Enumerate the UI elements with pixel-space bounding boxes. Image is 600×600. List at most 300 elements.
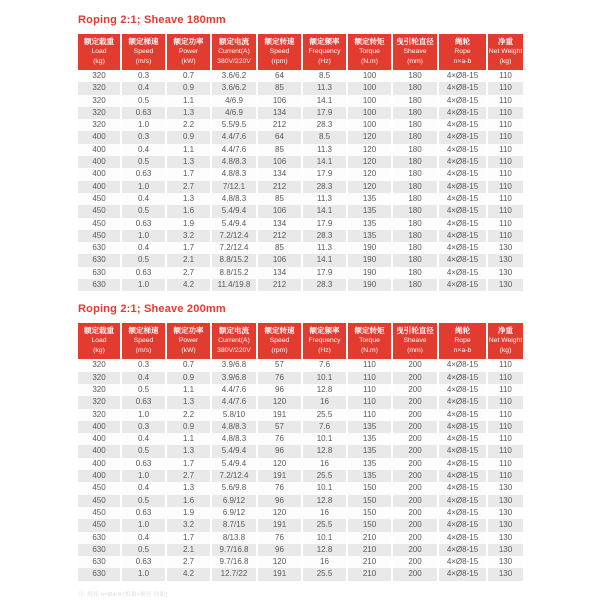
column-header-unit: 380V/220V: [217, 57, 251, 65]
table-cell: 3.6/6.2: [211, 82, 257, 94]
table-cell: 180: [392, 181, 438, 193]
table-cell: 200: [392, 433, 438, 445]
table-cell: 16: [302, 507, 347, 519]
column-header: [257, 34, 302, 70]
table-cell: 4×Ø8-15: [438, 168, 487, 180]
column-header: [166, 323, 211, 359]
table-row: [78, 205, 523, 217]
table-cell: 130: [498, 569, 513, 579]
table-row: [78, 433, 523, 445]
column-header-zh: 曳引轮直径: [396, 326, 434, 336]
table-cell: 110: [499, 230, 512, 240]
table-row: [78, 568, 523, 580]
column-header: [487, 323, 523, 359]
table-cell: 5.4/9.4: [211, 218, 257, 230]
table-cell: 110: [499, 95, 512, 105]
table-cell: 12.8: [302, 445, 347, 457]
table-cell: 8.5: [302, 70, 347, 82]
table-cell: 630: [78, 242, 121, 254]
table-cell: 630: [78, 267, 121, 279]
table-cell: 120: [347, 131, 392, 143]
table-cell: 10.1: [302, 482, 347, 494]
table-cell: 130: [498, 520, 513, 530]
table-cell: 120: [347, 181, 392, 193]
table-cell: 28.3: [302, 230, 347, 242]
table-row: [78, 495, 523, 507]
table-cell: 200: [392, 470, 438, 482]
table-cell: 0.9: [166, 82, 211, 94]
spec-table-header: [78, 34, 523, 70]
table-cell: 110: [499, 218, 512, 228]
table-cell: 0.4: [121, 482, 166, 494]
table-row: [78, 70, 523, 82]
table-cell: 85: [257, 242, 302, 254]
table-cell: 134: [257, 168, 302, 180]
table-cell: 6.9/12: [211, 507, 257, 519]
table-cell: 4×Ø8-15: [438, 156, 487, 168]
table-cell: 4×Ø8-15: [438, 279, 487, 291]
table-row: [78, 230, 523, 242]
table-cell: 212: [257, 279, 302, 291]
table-cell: 2.7: [166, 470, 211, 482]
table-cell: 106: [257, 156, 302, 168]
table-cell: 1.7: [166, 242, 211, 254]
table-cell: 17.9: [302, 267, 347, 279]
column-header-zh: 额定转速: [264, 37, 295, 46]
table-cell: 4×Ø8-15: [438, 242, 487, 254]
table-cell: 630: [78, 544, 121, 556]
table-cell: 2.2: [166, 119, 211, 131]
column-header-zh: 曳引轮直径: [396, 37, 434, 46]
table-cell: 1.9: [166, 507, 211, 519]
table-cell: 320: [78, 82, 121, 94]
table-cell: 1.7: [166, 168, 211, 180]
spec-table-sheave-180: [78, 34, 523, 291]
table-cell: 76: [257, 482, 302, 494]
table-cell: 400: [78, 433, 121, 445]
column-header: [302, 323, 347, 359]
table-cell: 212: [257, 119, 302, 131]
table-cell: 17.9: [302, 168, 347, 180]
table-cell: 200: [392, 519, 438, 531]
column-header: [347, 34, 392, 70]
table-cell: 110: [499, 132, 512, 142]
column-header-zh: 净重: [498, 326, 513, 336]
table-cell: 16: [302, 458, 347, 470]
table-row: [78, 556, 523, 568]
table-cell: 130: [498, 243, 513, 253]
column-header-en: Speed: [269, 48, 290, 55]
table-cell: 1.6: [166, 495, 211, 507]
table-cell: 130: [498, 557, 513, 567]
table-cell: 0.5: [121, 495, 166, 507]
table-row: [78, 254, 523, 266]
column-header: [78, 34, 121, 70]
spec-table-header: [78, 323, 523, 359]
table-cell: 180: [392, 230, 438, 242]
table-cell: 190: [347, 279, 392, 291]
table-cell: 210: [347, 532, 392, 544]
table-cell: 134: [257, 267, 302, 279]
table-title-sheave-200: Roping 2:1; Sheave 200mm: [78, 303, 226, 316]
table-cell: 11.4/19.8: [211, 279, 257, 291]
table-cell: 11.3: [302, 144, 347, 156]
table-cell: 6.9/12: [211, 495, 257, 507]
table-cell: 135: [347, 445, 392, 457]
table-cell: 400: [78, 421, 121, 433]
table-cell: 0.4: [121, 193, 166, 205]
table-cell: 110: [499, 157, 512, 167]
table-cell: 400: [78, 144, 121, 156]
table-cell: 450: [78, 193, 121, 205]
column-header-en: Frequency: [308, 48, 341, 55]
table-cell: 1.7: [166, 532, 211, 544]
column-header-unit: 380V/220V: [217, 346, 251, 354]
table-cell: 4.8/8.3: [211, 168, 257, 180]
table-cell: 135: [347, 205, 392, 217]
column-header-en: Load: [91, 337, 107, 345]
table-row: [78, 181, 523, 193]
table-cell: 4×Ø8-15: [438, 267, 487, 279]
table-cell: 190: [347, 267, 392, 279]
column-header-en: Speed: [133, 337, 154, 345]
table-cell: 120: [347, 156, 392, 168]
column-header-unit: (m/s): [135, 346, 152, 354]
table-cell: 0.4: [121, 532, 166, 544]
table-cell: 320: [78, 119, 121, 131]
table-cell: 212: [257, 230, 302, 242]
table-title-sheave-180: Roping 2:1; Sheave 180mm: [78, 14, 226, 26]
table-cell: 200: [392, 384, 438, 396]
table-cell: 5.5/9.5: [211, 119, 257, 131]
table-cell: 180: [392, 193, 438, 205]
column-header-en: Net Weight: [488, 337, 523, 345]
table-cell: 191: [257, 568, 302, 580]
table-cell: 400: [78, 156, 121, 168]
table-cell: 96: [257, 445, 302, 457]
table-cell: 130: [498, 280, 513, 290]
table-cell: 1.1: [166, 384, 211, 396]
column-header: [211, 34, 257, 70]
table-cell: 110: [499, 471, 512, 481]
table-cell: 110: [499, 397, 512, 407]
table-cell: 1.0: [121, 181, 166, 193]
table-cell: 110: [499, 360, 512, 370]
table-cell: 180: [392, 242, 438, 254]
table-cell: 28.3: [302, 181, 347, 193]
column-header-unit: (kg): [499, 57, 512, 65]
column-header-zh: 额定梯速: [128, 37, 159, 46]
table-cell: 180: [392, 218, 438, 230]
table-cell: 8.8/15.2: [211, 267, 257, 279]
table-cell: 180: [392, 279, 438, 291]
table-row: [78, 279, 523, 291]
table-cell: 200: [392, 372, 438, 384]
table-cell: 400: [78, 470, 121, 482]
table-cell: 12.8: [302, 544, 347, 556]
column-header-en: Sheave: [403, 337, 427, 345]
table-cell: 1.3: [166, 156, 211, 168]
table-cell: 200: [392, 568, 438, 580]
table-cell: 200: [392, 495, 438, 507]
table-row: [78, 218, 523, 230]
table-cell: 64: [257, 131, 302, 143]
table-cell: 110: [499, 434, 512, 444]
table-cell: 180: [392, 107, 438, 119]
table-cell: 110: [499, 120, 512, 130]
table-cell: 450: [78, 218, 121, 230]
column-header-zh: 额定功率: [173, 37, 204, 46]
table-cell: 5.6/9.8: [211, 482, 257, 494]
table-cell: 320: [78, 70, 121, 82]
table-cell: 120: [257, 396, 302, 408]
column-header-unit: (rpm): [271, 346, 288, 354]
table-cell: 0.7: [166, 70, 211, 82]
table-cell: 4×Ø8-15: [438, 532, 487, 544]
table-cell: 3.2: [166, 519, 211, 531]
column-header-en: Rope: [454, 337, 471, 345]
table-cell: 4×Ø8-15: [438, 482, 487, 494]
table-cell: 4×Ø8-15: [438, 433, 487, 445]
table-cell: 4×Ø8-15: [438, 230, 487, 242]
table-cell: 14.1: [302, 205, 347, 217]
table-cell: 106: [257, 205, 302, 217]
table-cell: 4×Ø8-15: [438, 359, 487, 371]
column-header: [347, 323, 392, 359]
table-cell: 135: [347, 433, 392, 445]
column-header-zh: 净重: [498, 37, 513, 46]
column-header-unit: (m/s): [135, 57, 152, 65]
column-header: [121, 34, 166, 70]
table-cell: 0.63: [121, 267, 166, 279]
table-cell: 110: [499, 144, 512, 154]
table-cell: 3.9/6.8: [211, 359, 257, 371]
table-cell: 400: [78, 458, 121, 470]
table-cell: 0.4: [121, 82, 166, 94]
column-header-en: Net Weight: [488, 48, 523, 55]
table-cell: 110: [499, 71, 512, 80]
table-cell: 190: [347, 242, 392, 254]
column-header-zh: 额定转矩: [354, 326, 385, 336]
table-cell: 11.3: [302, 82, 347, 94]
table-cell: 400: [78, 181, 121, 193]
table-cell: 4×Ø8-15: [438, 495, 487, 507]
table-cell: 135: [347, 470, 392, 482]
table-cell: 200: [392, 445, 438, 457]
table-cell: 130: [498, 255, 513, 265]
table-cell: 11.3: [302, 193, 347, 205]
table-cell: 0.9: [166, 372, 211, 384]
table-cell: 180: [392, 70, 438, 82]
column-header-en: Rope: [454, 48, 471, 55]
table-cell: 10.1: [302, 532, 347, 544]
table-cell: 630: [78, 254, 121, 266]
table-cell: 450: [78, 482, 121, 494]
table-cell: 630: [78, 568, 121, 580]
column-header-zh: 额定频率: [309, 326, 340, 336]
table-cell: 320: [78, 384, 121, 396]
table-cell: 200: [392, 556, 438, 568]
table-row: [78, 267, 523, 279]
table-cell: 4.4/7.6: [211, 131, 257, 143]
table-cell: 4×Ø8-15: [438, 568, 487, 580]
table-cell: 110: [499, 169, 512, 179]
column-header-en: Frequency: [308, 337, 341, 345]
table-cell: 4.2: [166, 568, 211, 580]
table-cell: 8.5: [302, 131, 347, 143]
table-cell: 120: [347, 144, 392, 156]
table-cell: 130: [498, 495, 513, 505]
table-cell: 2.7: [166, 181, 211, 193]
table-cell: 110: [499, 193, 512, 203]
table-cell: 25.5: [302, 519, 347, 531]
table-cell: 120: [347, 168, 392, 180]
table-cell: 1.9: [166, 218, 211, 230]
column-header: [392, 34, 438, 70]
table-row: [78, 107, 523, 119]
column-header-unit: (N.m): [361, 346, 378, 354]
table-cell: 0.5: [121, 156, 166, 168]
table-cell: 4×Ø8-15: [438, 205, 487, 217]
table-row: [78, 119, 523, 131]
table-cell: 3.9/6.8: [211, 372, 257, 384]
table-cell: 11.3: [302, 242, 347, 254]
column-header-unit: (kg): [93, 57, 105, 65]
column-header-unit: (mm): [407, 57, 423, 65]
table-cell: 1.1: [166, 433, 211, 445]
column-header: [302, 34, 347, 70]
table-row: [78, 396, 523, 408]
table-cell: 110: [499, 446, 512, 456]
column-header-unit: (N.m): [361, 57, 378, 65]
table-cell: 110: [499, 107, 512, 117]
table-cell: 110: [499, 384, 512, 394]
table-cell: 180: [392, 119, 438, 131]
table-cell: 5.4/9.4: [211, 205, 257, 217]
table-cell: 200: [392, 396, 438, 408]
spec-table-body: [78, 70, 523, 291]
table-cell: 4×Ø8-15: [438, 95, 487, 107]
column-header-zh: 额定电流: [219, 326, 249, 336]
column-header-en: Current(A): [218, 337, 250, 345]
table-cell: 150: [347, 519, 392, 531]
table-row: [78, 544, 523, 556]
table-cell: 4×Ø8-15: [438, 458, 487, 470]
table-cell: 130: [498, 532, 513, 542]
column-header-en: Torque: [359, 337, 380, 345]
table-cell: 110: [347, 409, 392, 421]
table-cell: 17.9: [302, 107, 347, 119]
table-cell: 17.9: [302, 218, 347, 230]
table-row: [78, 409, 523, 421]
table-cell: 1.0: [121, 279, 166, 291]
table-cell: 134: [257, 107, 302, 119]
table-cell: 110: [347, 372, 392, 384]
table-cell: 120: [257, 556, 302, 568]
table-cell: 0.63: [121, 396, 166, 408]
table-cell: 4×Ø8-15: [438, 181, 487, 193]
table-cell: 110: [499, 181, 512, 191]
table-cell: 3.6/6.2: [211, 70, 257, 82]
column-header-en: Speed: [133, 48, 154, 55]
table-cell: 450: [78, 507, 121, 519]
table-cell: 14.1: [302, 95, 347, 107]
table-cell: 200: [392, 359, 438, 371]
table-row: [78, 131, 523, 143]
spec-table-body: [78, 359, 523, 580]
table-row: [78, 372, 523, 384]
table-cell: 100: [347, 119, 392, 131]
table-cell: 7.6: [302, 359, 347, 371]
table-cell: 450: [78, 230, 121, 242]
table-cell: 4×Ø8-15: [438, 470, 487, 482]
table-cell: 1.0: [121, 568, 166, 580]
table-cell: 130: [498, 544, 513, 554]
table-cell: 1.3: [166, 193, 211, 205]
column-header-unit: (kW): [181, 346, 196, 354]
column-header-en: Torque: [359, 48, 380, 55]
table-cell: 4.8/8.3: [211, 156, 257, 168]
table-cell: 3.2: [166, 230, 211, 242]
table-cell: 110: [499, 421, 512, 431]
table-cell: 0.3: [121, 421, 166, 433]
column-header-unit: (kW): [181, 57, 196, 65]
table-cell: 1.1: [166, 95, 211, 107]
table-cell: 210: [347, 556, 392, 568]
table-cell: 135: [347, 421, 392, 433]
table-row: [78, 482, 523, 494]
table-row: [78, 445, 523, 457]
table-cell: 5.4/9.4: [211, 458, 257, 470]
table-cell: 14.1: [302, 254, 347, 266]
table-cell: 9.7/16.8: [211, 544, 257, 556]
table-cell: 28.3: [302, 279, 347, 291]
table-cell: 4×Ø8-15: [438, 507, 487, 519]
table-cell: 4.4/7.6: [211, 396, 257, 408]
table-cell: 180: [392, 205, 438, 217]
table-cell: 1.0: [121, 230, 166, 242]
table-cell: 57: [257, 359, 302, 371]
table-row: [78, 384, 523, 396]
table-cell: 100: [347, 107, 392, 119]
table-cell: 4×Ø8-15: [438, 544, 487, 556]
table-cell: 180: [392, 95, 438, 107]
table-cell: 4.8/8.3: [211, 433, 257, 445]
column-header: [438, 34, 487, 70]
column-header-en: Current(A): [218, 48, 250, 55]
table-cell: 320: [78, 107, 121, 119]
table-cell: 4×Ø8-15: [438, 82, 487, 94]
table-cell: 25.5: [302, 568, 347, 580]
table-cell: 2.1: [166, 544, 211, 556]
table-cell: 134: [257, 218, 302, 230]
column-header-zh: 绳轮: [455, 37, 470, 46]
table-cell: 8.8/15.2: [211, 254, 257, 266]
table-cell: 210: [347, 544, 392, 556]
table-cell: 0.3: [121, 131, 166, 143]
table-cell: 120: [257, 458, 302, 470]
table-cell: 180: [392, 82, 438, 94]
column-header-zh: 额定转速: [264, 326, 295, 336]
table-cell: 4×Ø8-15: [438, 144, 487, 156]
table-cell: 85: [257, 193, 302, 205]
table-cell: 200: [392, 507, 438, 519]
table-cell: 110: [499, 409, 512, 419]
header-row: [78, 34, 523, 70]
column-header-zh: 额定转矩: [354, 37, 385, 46]
table-cell: 1.6: [166, 205, 211, 217]
table-cell: 5.8/10: [211, 409, 257, 421]
